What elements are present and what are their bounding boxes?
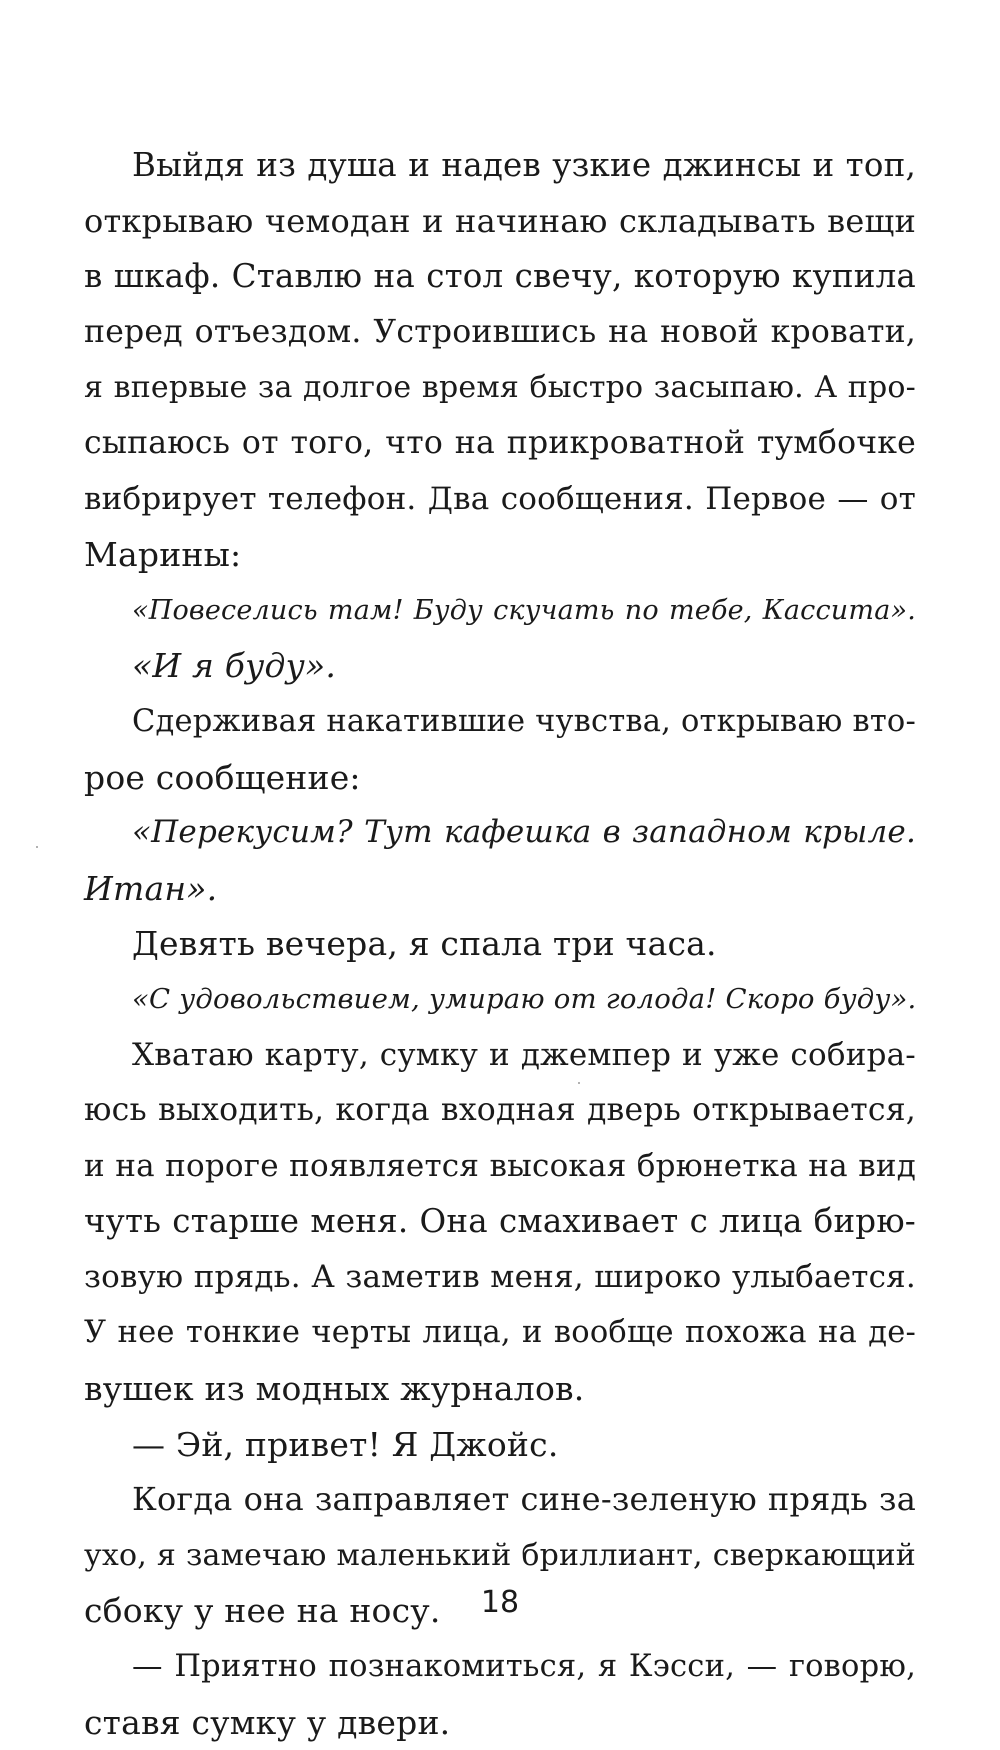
- text-line: рое сообщение:: [84, 757, 361, 797]
- text-line: и на пороге появляется высокая брюнетка на вид: [84, 1147, 916, 1184]
- text-line: «С удовольствием, умираю от голода! Скоро буду».: [132, 982, 917, 1015]
- text-line: Марины:: [84, 535, 242, 575]
- text-line: вибрирует телефон. Два сообщения. Первое — от: [84, 480, 916, 517]
- text-line: «Повеселись там! Буду скучать по тебе, Кассита».: [132, 594, 916, 626]
- text-line: «И я буду».: [132, 646, 337, 686]
- text-line: Сдерживая накатившие чувства, открываю вто-: [132, 703, 916, 739]
- text-line: «Перекусим? Тут кафешка в западном крыле.: [132, 814, 916, 851]
- text-line: Хватаю карту, сумку и джемпер и уже собира-: [132, 1036, 916, 1073]
- text-line: — Приятно познакомиться, я Кэсси, — говорю,: [132, 1649, 916, 1685]
- text-line: Выйдя из душа и надев узкие джинсы и топ,: [132, 146, 916, 184]
- page-number: 18: [480, 1585, 520, 1620]
- text-line: открываю чемодан и начинаю складывать вещи: [84, 201, 916, 240]
- text-line: юсь выходить, когда входная дверь открывается,: [84, 1092, 916, 1129]
- text-line: Итан».: [84, 868, 218, 908]
- scan-speck: [36, 846, 38, 848]
- text-line: вушек из модных журналов.: [84, 1369, 585, 1409]
- text-line: — Эй, привет! Я Джойс.: [132, 1424, 559, 1464]
- text-line: ставя сумку у двери.: [84, 1702, 451, 1742]
- text-line: сбоку у нее на носу.: [84, 1591, 441, 1631]
- text-line: Когда она заправляет сине-зеленую прядь за: [132, 1480, 916, 1519]
- text-line: ухо, я замечаю маленький бриллиант, сверкающий: [84, 1537, 916, 1573]
- text-line: сыпаюсь от того, что на прикроватной тумбочке: [84, 424, 916, 461]
- text-line: перед отъездом. Устроившись на новой кровати,: [84, 313, 916, 350]
- scan-speck: [578, 1082, 580, 1084]
- text-line: Девять вечера, я спала три часа.: [132, 924, 717, 964]
- text-line: чуть старше меня. Она смахивает с лица бирю-: [84, 1202, 916, 1241]
- body-text: [84, 138, 916, 1750]
- text-line: зовую прядь. А заметив меня, широко улыбается.: [84, 1258, 916, 1295]
- text-line: я впервые за долгое время быстро засыпаю. А про-: [84, 370, 916, 406]
- text-line: У нее тонкие черты лица, и вообще похожа на де-: [84, 1315, 916, 1351]
- text-line: в шкаф. Ставлю на стол свечу, которую купила: [84, 257, 916, 296]
